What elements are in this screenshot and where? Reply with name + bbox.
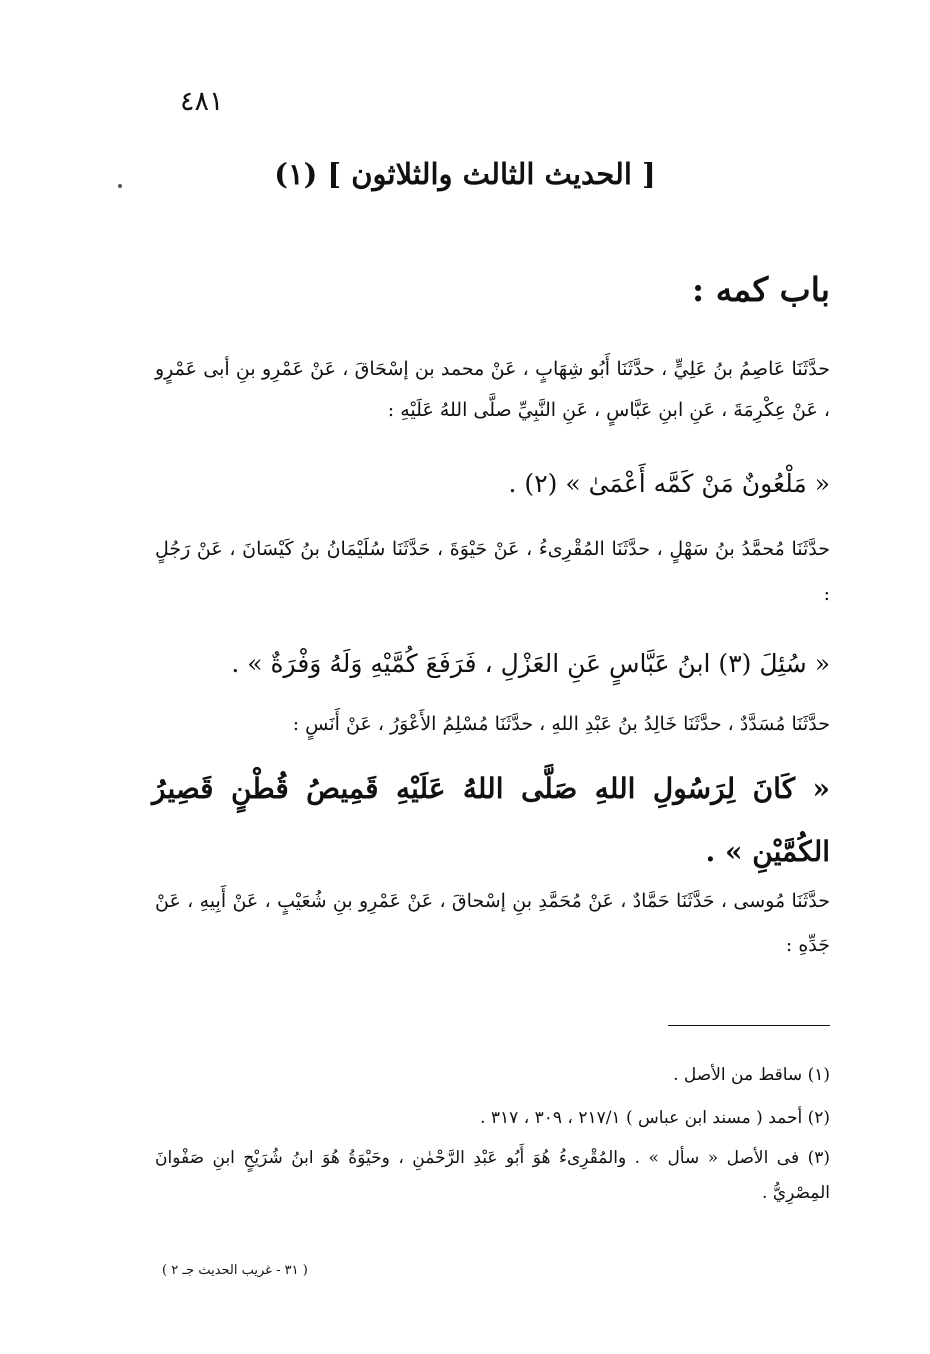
footnote-1: (١) ساقط من الأصل . [673,1065,830,1085]
printer-signature: ( ٣١ - غريب الحديث جـ ٢ ) [162,1263,308,1278]
hadith-title: [ الحديث الثالث والثلاثون ] (١) [274,157,656,191]
footnote-2: (٢) أحمد ( مسند ابن عباس ) ٢١٧/١ ، ٣٠٩ ، ٣١٧ . [480,1108,830,1128]
narration-chain-3: حدَّثَنَا مُسَدَّدٌ ، حدَّثَنَا خَالِدُ بنُ عَبْدِ اللهِ ، حدَّثَنَا مُسْلِمُ الأَعْوَرُ ، عَنْ أَنَسٍ : [292,713,830,735]
footnote-3: (٣) فى الأصل « سأل » . والمُقْرِىءُ هُوَ أَبُو عَبْدِ الرَّحْمٰنِ ، وحَيْوَةُ هُوَ ابنُ شُرَيْحٍ ابنِ صَفْوانَ المِصْرِيُّ . [155,1148,830,1203]
ink-speck [118,184,122,188]
hadith-text-3: « كَانَ لِرَسُولِ اللهِ صَلَّى اللهُ عَلَيْهِ قَمِيصُ قُطْنٍ قَصِيرُ الكُمَّيْنِ » . [152,772,830,868]
narration-chain-1: حدَّثَنَا عَاصِمُ بنُ عَلِيٍّ ، حدَّثَنَا أَبُو شِهَابٍ ، عَنْ محمد بن إسْحَاقَ ، عَنْ عَمْرِو بنِ أبى عَمْرٍو ، عَنْ عِكْرِمَةَ ، عَنِ ابنِ عَبَّاسٍ ، عَنِ النَّبِيِّ صلَّى اللهُ عَلَيْهِ : [155,358,830,421]
footnote-separator [668,1025,830,1026]
hadith-text-2: « سُئِلَ (٣) ابنُ عَبَّاسٍ عَنِ العَزْلِ ، فَرَفَعَ كُمَّيْهِ وَلَهُ وَفْرَةٌ » . [231,649,830,678]
chapter-heading: باب كمه : [692,270,830,309]
footnotes [155,1054,830,1211]
page-number: ٤٨١ [180,86,224,117]
narration-chain-2: حدَّثَنَا مُحمَّدُ بنُ سَهْلٍ ، حدَّثَنَا المُقْرِىءُ ، عَنْ حَيْوَةَ ، حَدَّثَنَا سُلَيْمَانُ بنُ كَيْسَانَ ، عَنْ رَجُلٍ : [155,538,830,605]
hadith-text-1: « مَلْعُونٌ مَنْ كَمَّه أَعْمَىٰ » (٢) . [508,469,830,498]
narration-chain-4: حدَّثَنَا مُوسى ، حَدَّثَنَا حَمَّادٌ ، عَنْ مُحَمَّدِ بنِ إسْحاقَ ، عَنْ عَمْرِو بنِ شُعَيْبٍ ، عَنْ أَبِيهِ ، عَنْ جَدِّهِ : [155,890,830,956]
